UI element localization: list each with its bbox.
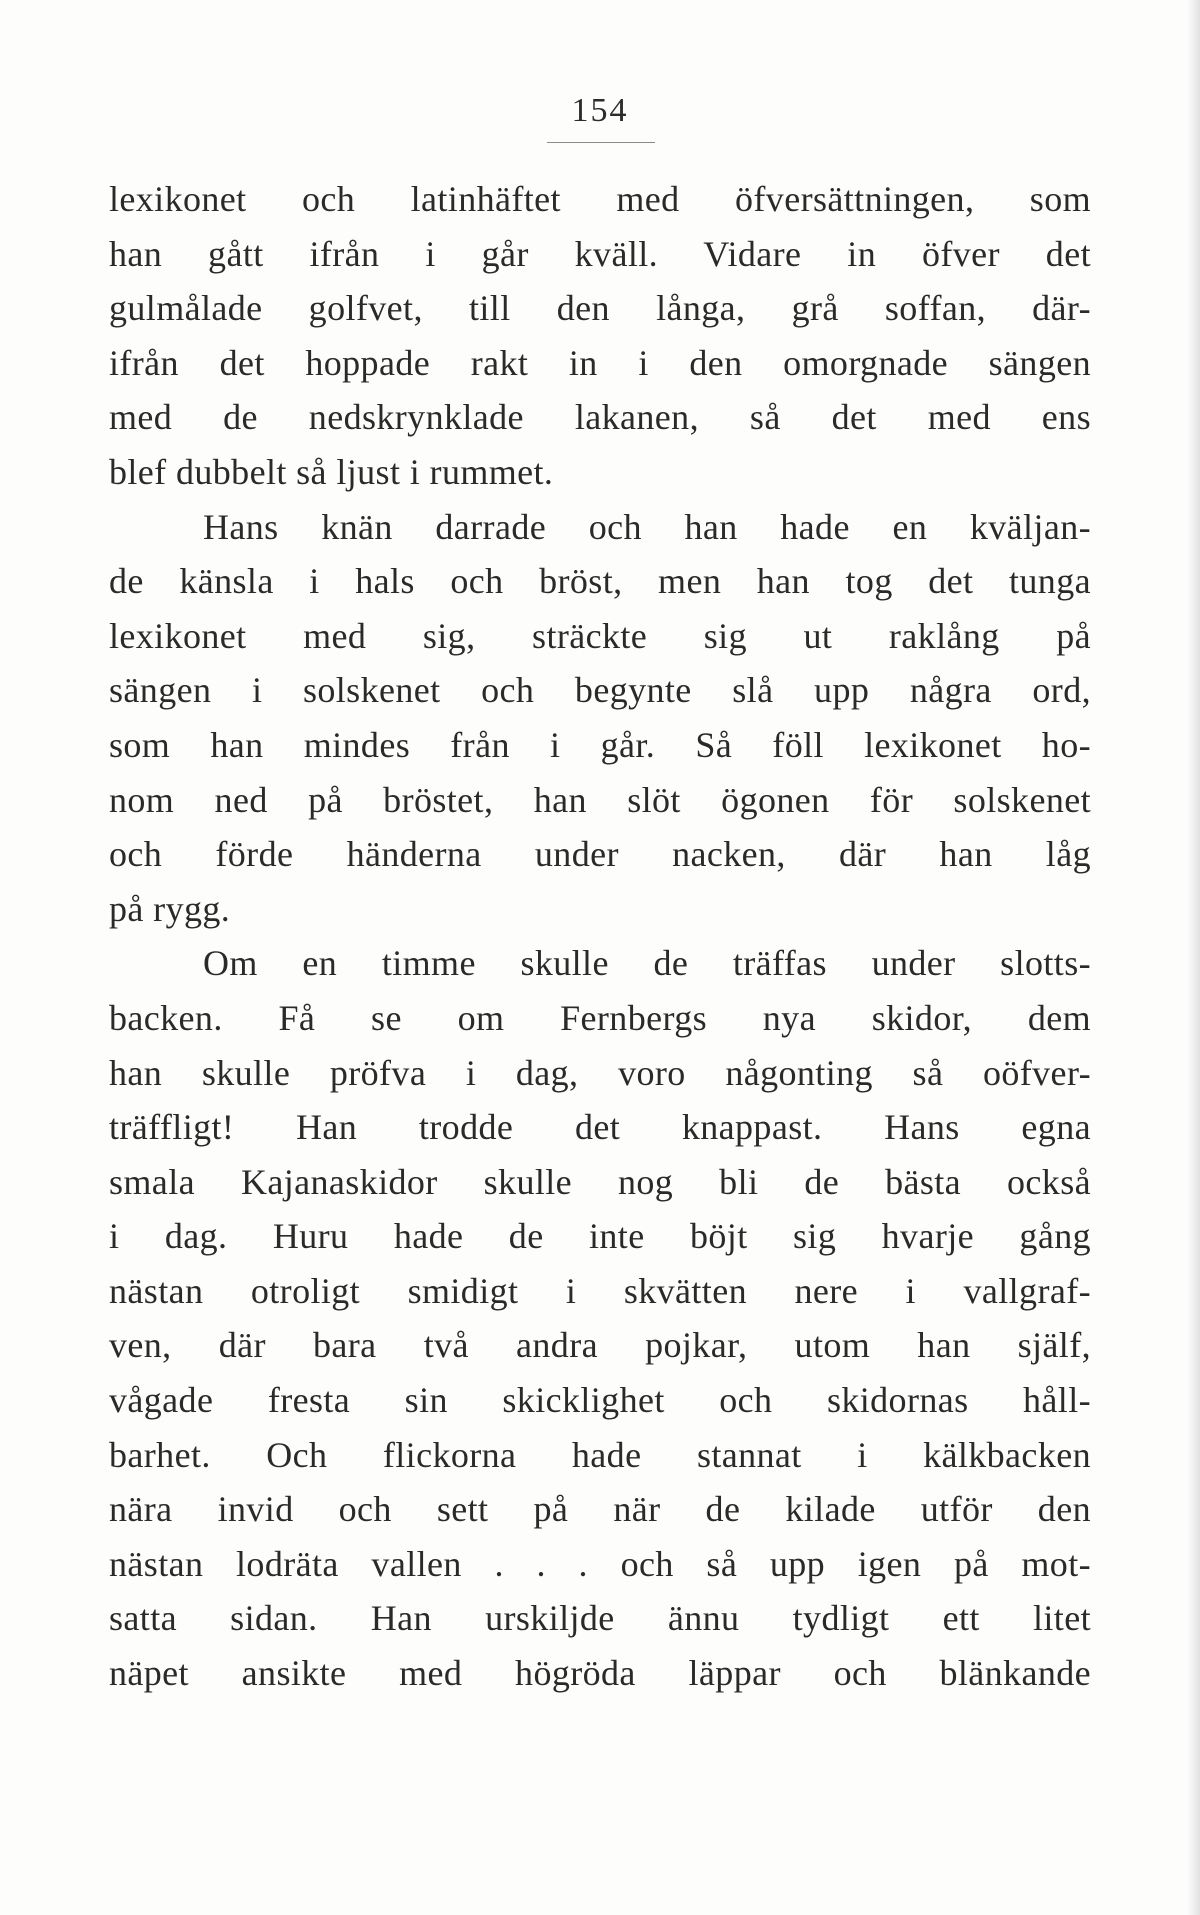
text-line: ven, där bara två andra pojkar, utom han själf,: [109, 1325, 1091, 1366]
text-line: ifrån det hoppade rakt in i den omorgnade sängen: [109, 342, 1091, 383]
page-number: 154: [571, 92, 629, 129]
text-line: i dag. Huru hade de inte böjt sig hvarje gång: [109, 1216, 1091, 1257]
text-line: nära invid och sett på när de kilade utför den: [109, 1489, 1091, 1530]
text-line: de känsla i hals och bröst, men han tog det tunga: [109, 561, 1091, 602]
text-line: som han mindes från i går. Så föll lexikonet ho-: [109, 724, 1091, 765]
body-text: [109, 172, 1091, 1701]
text-line: satta sidan. Han urskiljde ännu tydligt ett litet: [109, 1598, 1091, 1639]
page-edge-shadow: [1186, 0, 1200, 1915]
text-line: gulmålade golfvet, till den långa, grå soffan, där-: [109, 288, 1091, 329]
text-line: träffligt! Han trodde det knappast. Hans egna: [109, 1107, 1091, 1148]
text-line: han skulle pröfva i dag, voro någonting så oöfver-: [109, 1052, 1091, 1093]
text-line: med de nedskrynklade lakanen, så det med ens: [109, 397, 1091, 438]
text-line: lexikonet med sig, sträckte sig ut raklång på: [109, 615, 1091, 656]
text-line: näpet ansikte med högröda läppar och blänkande: [109, 1653, 1091, 1694]
text-line: han gått ifrån i går kväll. Vidare in öfver det: [109, 233, 1091, 274]
text-line: nom ned på bröstet, han slöt ögonen för solskenet: [109, 779, 1091, 820]
text-line: nästan otroligt smidigt i skvätten nere i vallgraf-: [109, 1270, 1091, 1311]
page-number-rule: [547, 142, 655, 143]
text-line: och förde händerna under nacken, där han låg: [109, 834, 1091, 875]
text-line: Om en timme skulle de träffas under slotts-: [203, 943, 1091, 984]
text-line: barhet. Och flickorna hade stannat i kälkbacken: [109, 1434, 1091, 1475]
text-line: blef dubbelt så ljust i rummet.: [109, 451, 554, 492]
text-line: lexikonet och latinhäftet med öfversättningen, som: [109, 179, 1091, 219]
text-line: nästan lodräta vallen . . . och så upp igen på mot-: [109, 1543, 1091, 1584]
text-line: vågade fresta sin skicklighet och skidornas håll-: [109, 1380, 1091, 1421]
text-line: på rygg.: [109, 888, 231, 929]
text-line: sängen i solskenet och begynte slå upp några ord,: [109, 670, 1091, 711]
text-line: backen. Få se om Fernbergs nya skidor, dem: [109, 997, 1091, 1038]
text-line: Hans knän darrade och han hade en kväljan-: [203, 506, 1091, 547]
text-line: smala Kajanaskidor skulle nog bli de bästa också: [109, 1161, 1091, 1202]
